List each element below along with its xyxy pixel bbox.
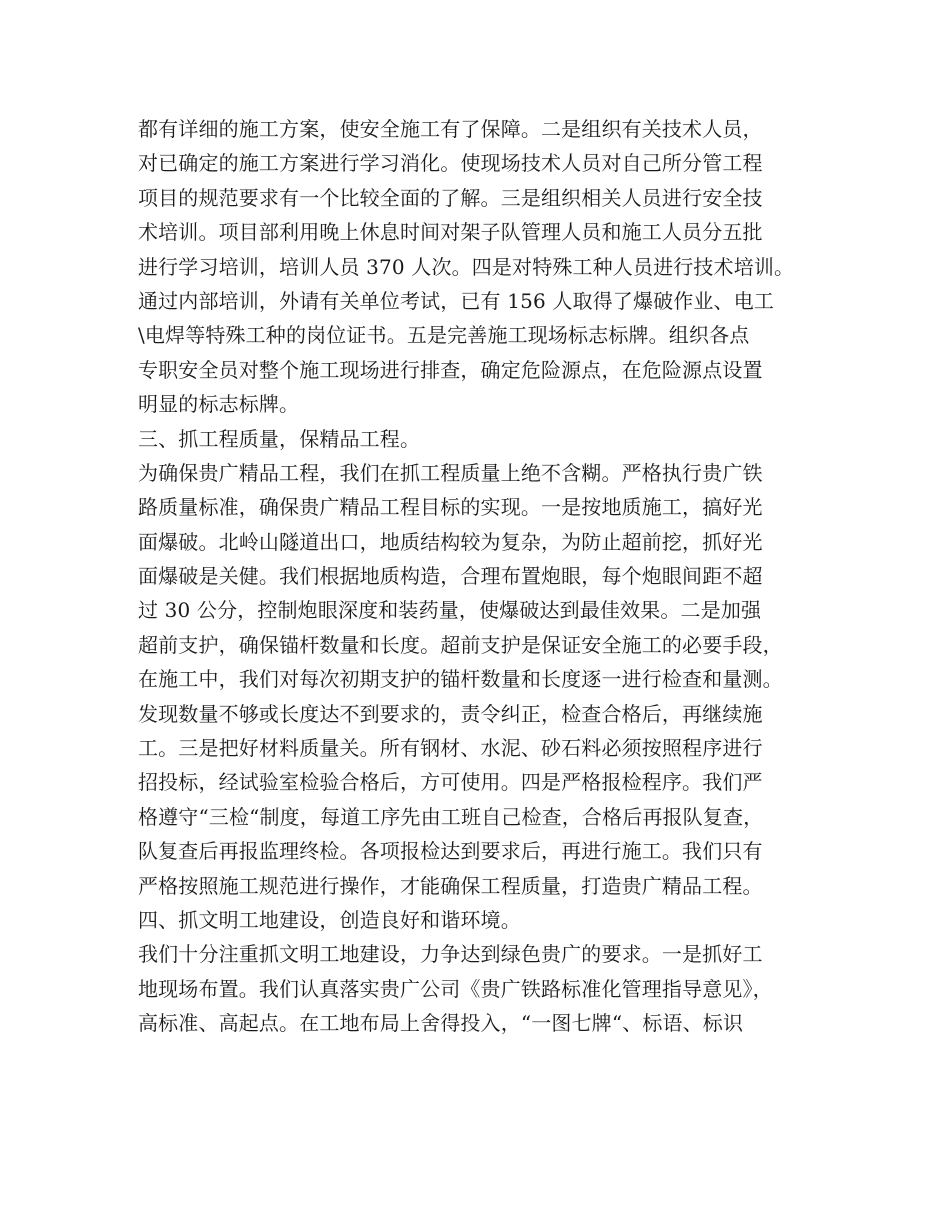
text-line: \电焊等特殊工种的岗位证书。五是完善施工现场标志标牌。组织各点 [138, 323, 750, 348]
text-line: 面爆破是关健。我们根据地质构造，合理布置炮眼，每个炮眼间距不超 [138, 564, 763, 589]
text-line: 为确保贵广精品工程，我们在抓工程质量上绝不含糊。严格执行贵广铁 [138, 460, 763, 485]
text-line: 过 30 公分，控制炮眼深度和装药量，使爆破达到最佳效果。二是加强 [138, 598, 762, 623]
document-body [138, 112, 828, 1041]
text-line: 格遵守“三检“制度，每道工序先由工班自己检查，合格后再报队复查， [138, 804, 764, 829]
text-line: 都有详细的施工方案，使安全施工有了保障。二是组织有关技术人员， [138, 117, 763, 141]
section-heading: 三、抓工程质量，保精品工程。 [138, 426, 421, 451]
text-line: 工。三是把好材料质量关。所有钢材、水泥、砂石料必须按照程序进行 [138, 736, 763, 761]
text-line: 在施工中，我们对每次初期支护的锚杆数量和长度逐一进行检查和量测。 [138, 667, 783, 692]
text-line: 专职安全员对整个施工现场进行排查，确定危险源点，在危险源点设置 [138, 357, 763, 382]
text-line: 队复查后再报监理终检。各项报检达到要求后，再进行施工。我们只有 [138, 839, 763, 864]
text-line: 进行学习培训，培训人员 370 人次。四是对特殊工种人员进行技术培训。 [138, 254, 795, 279]
text-line: 地现场布置。我们认真落实贵广公司《贵广铁路标准化管理指导意见》， [138, 976, 773, 1001]
text-line: 严格按照施工规范进行操作，才能确保工程质量，打造贵广精品工程。 [138, 873, 763, 898]
text-line: 招投标，经试验室检验合格后，方可使用。四是严格报检程序。我们严 [138, 770, 763, 795]
text-line: 对已确定的施工方案进行学习消化。使现场技术人员对自己所分管工程 [138, 151, 763, 176]
section-heading: 四、抓文明工地建设，创造良好和谐环境。 [138, 907, 521, 932]
text-line: 超前支护，确保锚杆数量和长度。超前支护是保证安全施工的必要手段， [138, 632, 783, 657]
text-line: 路质量标准，确保贵广精品工程目标的实现。一是按地质施工，搞好光 [138, 495, 763, 520]
text-line: 项目的规范要求有一个比较全面的了解。三是组织相关人员进行安全技 [138, 185, 763, 210]
text-line: 通过内部培训，外请有关单位考试，已有 156 人取得了爆破作业、电工 [138, 288, 774, 313]
text-line: 明显的标志标牌。 [138, 392, 300, 417]
text-line: 我们十分注重抓文明工地建设，力争达到绿色贵广的要求。一是抓好工 [138, 942, 763, 967]
text-line: 高标准、高起点。在工地布局上舍得投入，“一图七牌“、标语、标识 [138, 1011, 744, 1036]
text-line: 发现数量不够或长度达不到要求的，责令纠正，检查合格后，再继续施 [138, 701, 763, 726]
text-line: 面爆破。北岭山隧道出口，地质结构较为复杂，为防止超前挖，抓好光 [138, 529, 763, 554]
text-line: 术培训。项目部利用晚上休息时间对架子队管理人员和施工人员分五批 [138, 220, 763, 245]
